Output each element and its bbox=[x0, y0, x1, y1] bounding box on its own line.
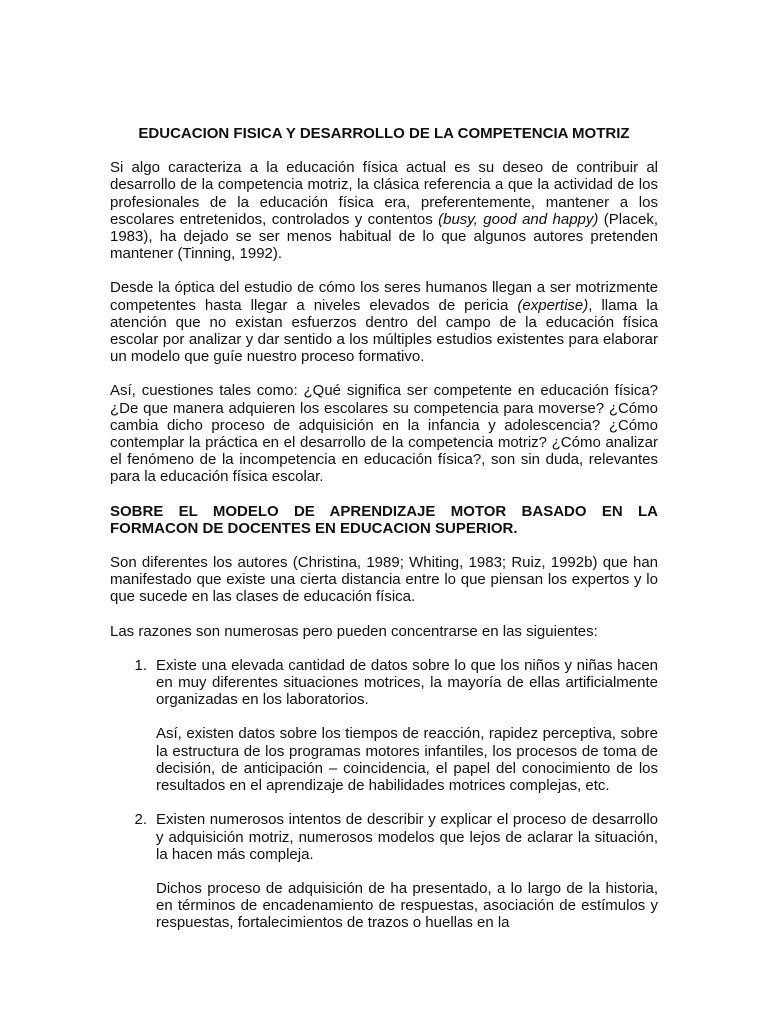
list-item-text: Existe una elevada cantidad de datos sobre lo que los niños y niñas hacen en muy diferentes situaciones motrices, la mayoría de ellas artificialmente organizadas en los laboratorios. bbox=[156, 656, 658, 709]
document-page bbox=[110, 125, 658, 949]
paragraph-razones: Las razones son numerosas pero pueden concentrarse en las siguientes: bbox=[110, 622, 598, 640]
list-item-subparagraph: Así, existen datos sobre los tiempos de reacción, rapidez perceptiva, sobre la estructura de los programas motores infantiles, los procesos de toma de decisión, de anticipación – coincidencia, el papel del conocimiento de los resultados en el aprendizaje de habilidades motrices complejas, etc. bbox=[156, 725, 658, 795]
paragraph-autores: Son diferentes los autores (Christina, 1989; Whiting, 1983; Ruiz, 1992b) que han manifestado que existe una cierta distancia entre lo que piensan los expertos y lo que sucede en las clases de educación física. bbox=[110, 554, 658, 606]
paragraph-optica-text-b: , llama la atención que no existan esfuerzos dentro del campo de la educación física escolar por analizar y dar sentido a los múltiples estudios existentes para elaborar un modelo que guíe nuestro proceso formativo. bbox=[110, 296, 658, 366]
paragraph-optica-emphasis: (expertise) bbox=[517, 296, 589, 314]
paragraph-intro-text-b: (Placek, 1983), ha dejado se ser menos habitual de lo que algunos autores pretenden mantener (Tinning, 1992). bbox=[110, 210, 658, 263]
list-item-number: 2. bbox=[134, 811, 147, 829]
paragraph-optica-text-a: Desde la óptica del estudio de cómo los seres humanos llegan a ser motrizmente competentes hasta llegar a niveles elevados de pericia bbox=[110, 279, 658, 314]
list-item-subparagraph: Dichos proceso de adquisición de ha presentado, a lo largo de la historia, en términos de encadenamiento de respuestas, asociación de estímulos y respuestas, fortalecimientos de trazos o huellas en la bbox=[156, 879, 658, 932]
paragraph-cuestiones: Así, cuestiones tales como: ¿Qué significa ser competente en educación física? ¿De que manera adquieren los escolares su competencia para moverse? ¿Cómo cambia dicho proceso de adquisición en la infancia y adolescencia? ¿Cómo contemplar la práctica en el desarrollo de la competencia motriz? ¿Cómo analizar el fenómeno de la incompetencia en educación física?, son sin duda, relevantes para la educación física escolar. bbox=[110, 382, 658, 486]
paragraph-intro-emphasis: (busy, good and happy) bbox=[438, 210, 599, 228]
paragraph-intro bbox=[110, 159, 658, 262]
list-item bbox=[110, 657, 658, 709]
section-heading: SOBRE EL MODELO DE APRENDIZAJE MOTOR BASADO EN LA FORMACON DE DOCENTES EN EDUCACION SUPERIOR. bbox=[110, 502, 658, 537]
document-title: EDUCACION FISICA Y DESARROLLO DE LA COMPETENCIA MOTRIZ bbox=[138, 125, 630, 142]
list-item-text: Existen numerosos intentos de describir y explicar el proceso de desarrollo y adquisición motriz, numerosos modelos que lejos de aclarar la situación, la hacen más compleja. bbox=[156, 811, 658, 863]
paragraph-optica bbox=[110, 279, 658, 365]
paragraph-intro-text-a: Si algo caracteriza a la educación física actual es su deseo de contribuir al desarrollo de la competencia motriz, la clásica referencia a que la actividad de los profesionales de la educación física era, preferentemente, mantener a los escolares entretenidos, controlados y contentos bbox=[110, 159, 658, 228]
list-item-number: 1. bbox=[134, 656, 147, 674]
list-item bbox=[110, 811, 658, 863]
